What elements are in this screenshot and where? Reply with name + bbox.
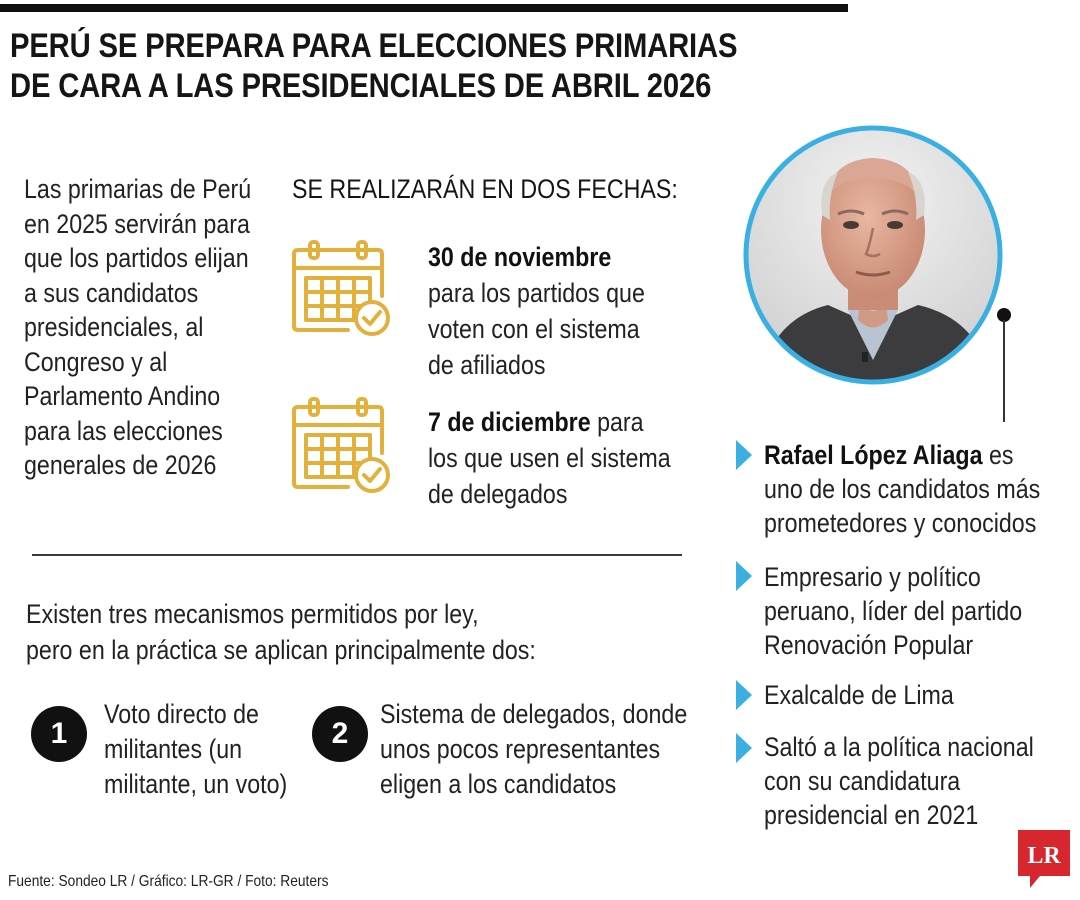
candidate-name: Rafael López Aliaga <box>764 440 983 470</box>
intro-line: presidenciales, al <box>24 312 204 342</box>
bullet-line: Saltó a la política nacional <box>764 732 1034 762</box>
option-line: militante, un voto) <box>104 769 288 799</box>
intro-line: que los partidos elijan <box>24 243 249 273</box>
dates-heading: SE REALIZARÁN EN DOS FECHAS: <box>292 174 678 204</box>
option-line: unos pocos representantes <box>380 734 661 764</box>
mechanisms-intro-line: Existen tres mecanismos permitidos por ley, <box>26 599 479 629</box>
option-line: Sistema de delegados, donde <box>380 699 688 729</box>
source-credit: Fuente: Sondeo LR / Gráfico: LR-GR / Foto: Reuters <box>8 873 329 890</box>
intro-paragraph <box>24 172 256 483</box>
name-suffix: es <box>982 440 1014 470</box>
logo-text: LR <box>1027 843 1061 869</box>
first-date: 30 de noviembre <box>428 242 612 272</box>
profile-bullet-2 <box>764 560 1022 662</box>
intro-line: generales de 2026 <box>24 450 217 480</box>
second-date: 7 de diciembre <box>428 407 591 437</box>
second-date-line: de delegados <box>428 479 568 509</box>
bullet-triangle-icon <box>736 440 752 470</box>
section-divider <box>32 554 682 556</box>
bullet-line: con su candidatura <box>764 766 961 796</box>
connector-line <box>1003 320 1005 422</box>
top-rule <box>0 4 848 12</box>
bullet-line: peruano, líder del partido <box>764 596 1023 626</box>
option-line: militantes (un <box>104 734 243 764</box>
mechanisms-intro-line: pero en la práctica se aplican principalmente dos: <box>26 635 536 665</box>
bullet-line: Exalcalde de Lima <box>764 680 954 710</box>
title-line-1: PERÚ SE PREPARA PARA ELECCIONES PRIMARIAS <box>10 27 738 65</box>
profile-bullet-4 <box>764 730 1034 832</box>
profile-bullet-3 <box>764 678 954 712</box>
intro-line: Parlamento Andino <box>24 381 221 411</box>
bullet-line: prometedores y conocidos <box>764 508 1037 538</box>
bullet-line: Empresario y político <box>764 562 981 592</box>
mechanism-option-1 <box>104 697 287 802</box>
second-date-suffix: para <box>590 407 644 437</box>
bullet-triangle-icon <box>736 733 752 763</box>
title-line-2: DE CARA A LAS PRESIDENCIALES DE ABRIL 2026 <box>10 67 712 105</box>
number-badge-2: 2 <box>312 706 368 762</box>
bullet-line: Renovación Popular <box>764 630 974 660</box>
profile-bullet-1 <box>764 438 1040 540</box>
second-date-line: los que usen el sistema <box>428 443 671 473</box>
second-date-block <box>428 404 686 512</box>
intro-line: a sus candidatos <box>24 277 199 308</box>
option-line: Voto directo de <box>104 699 259 729</box>
intro-line: en 2025 servirán para <box>24 208 250 239</box>
first-date-line: de afiliados <box>428 350 546 380</box>
first-date-block <box>428 239 686 383</box>
calendar-check-icon <box>288 238 396 338</box>
bullet-line: presidencial en 2021 <box>764 800 979 830</box>
first-date-line: para los partidos que <box>428 278 645 308</box>
first-date-line: voten con el sistema <box>428 314 640 344</box>
mechanism-option-2 <box>380 697 687 802</box>
candidate-portrait <box>738 120 1008 390</box>
option-line: eligen a los candidatos <box>380 769 617 799</box>
mechanisms-intro <box>26 596 536 668</box>
calendar-check-icon <box>288 395 396 495</box>
page-title <box>10 26 750 106</box>
number-badge-1: 1 <box>31 706 87 762</box>
intro-line: Congreso y al <box>24 346 168 377</box>
bullet-triangle-icon <box>736 561 752 591</box>
lr-logo <box>1018 830 1070 888</box>
bullet-triangle-icon <box>736 680 752 710</box>
intro-line: para las elecciones <box>24 415 223 446</box>
bullet-line: uno de los candidatos más <box>764 474 1041 504</box>
intro-line: Las primarias de Perú <box>24 174 252 204</box>
